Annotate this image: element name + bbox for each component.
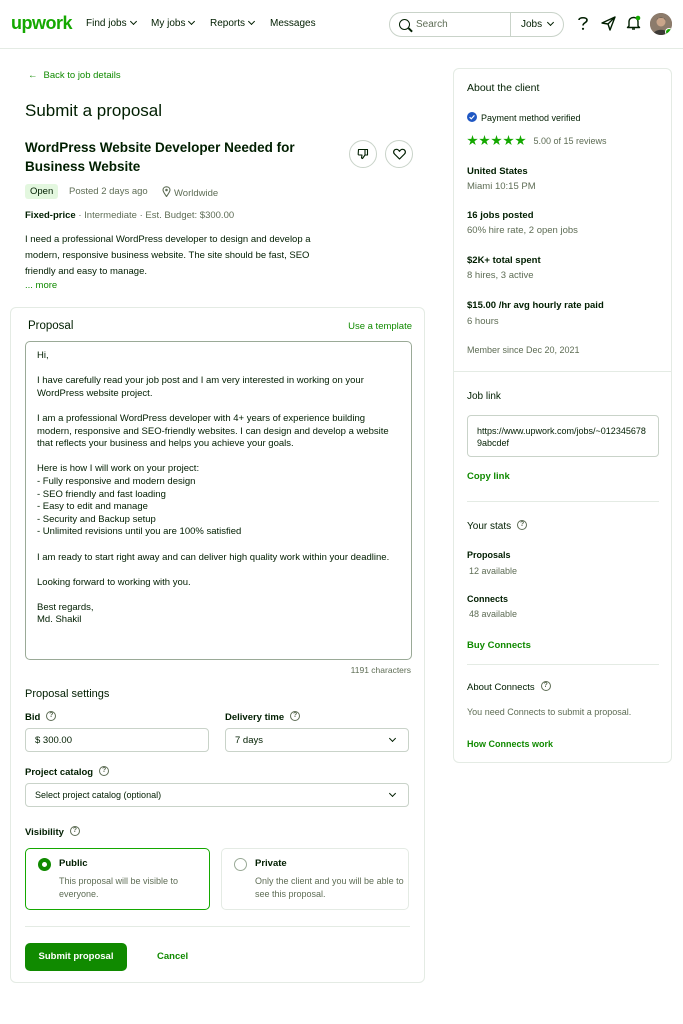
proposal-section-title: Proposal <box>28 320 74 332</box>
help-circle-icon[interactable]: ? <box>70 826 80 836</box>
connects-available: 48 available <box>469 609 518 619</box>
proposal-settings-title: Proposal settings <box>25 688 110 700</box>
client-jobs-posted: 16 jobs posted <box>467 210 534 221</box>
character-count: 1191 characters <box>350 665 411 675</box>
search-divider <box>510 13 511 36</box>
job-description: I need a professional WordPress developer to design and develop a modern, responsive business website. The site should be fast, SEO friendly and easy to manage. <box>25 234 311 277</box>
search-icon <box>399 19 410 30</box>
option-title: Public <box>59 858 88 869</box>
star-icon <box>479 135 490 146</box>
your-stats-title: Your stats ? <box>467 521 527 532</box>
notifications-button[interactable] <box>625 15 641 31</box>
star-icon <box>467 135 478 146</box>
divider <box>25 926 410 927</box>
client-rating <box>467 135 607 148</box>
buy-connects-link[interactable]: Buy Connects <box>467 640 531 651</box>
top-navigation-bar <box>0 0 683 49</box>
nav-reports[interactable]: Reports <box>210 18 254 29</box>
client-hire-rate: 60% hire rate, 2 open jobs <box>467 225 578 236</box>
save-job-button[interactable] <box>385 140 413 168</box>
cancel-button[interactable]: Cancel <box>157 951 189 962</box>
chevron-down-icon <box>248 18 255 25</box>
arrow-left-icon: ← <box>28 70 38 81</box>
client-hires: 8 hires, 3 active <box>467 270 534 281</box>
visibility-option-public[interactable] <box>25 848 210 910</box>
avatar[interactable] <box>650 13 672 35</box>
location-pin-icon <box>162 186 171 197</box>
project-catalog-label: Project catalog ? <box>25 767 109 778</box>
divider <box>467 664 659 665</box>
nav-find-jobs[interactable]: Find jobs <box>86 18 136 29</box>
star-icon <box>491 135 502 146</box>
help-circle-icon[interactable]: ? <box>99 766 109 776</box>
help-circle-icon[interactable]: ? <box>541 681 551 691</box>
heart-icon <box>393 148 406 160</box>
upwork-logo[interactable]: upwork <box>11 13 73 33</box>
member-since: Member since Dec 20, 2021 <box>467 345 580 355</box>
job-terms: Fixed-price · Intermediate · Est. Budget: $300.00 <box>25 210 235 221</box>
project-catalog-select[interactable]: Select project catalog (optional) <box>25 783 409 807</box>
option-description: Only the client and you will be able to see this proposal. <box>255 876 404 899</box>
chevron-down-icon <box>188 18 195 25</box>
help-button[interactable] <box>575 15 591 31</box>
client-total-spent: $2K+ total spent <box>467 255 541 266</box>
proposals-label: Proposals <box>467 550 511 560</box>
about-connects-text: You need Connects to submit a proposal. <box>467 707 632 717</box>
back-to-job-link[interactable]: ← Back to job details <box>28 70 121 81</box>
verified-check-icon <box>467 112 477 122</box>
visibility-option-private[interactable] <box>221 848 409 910</box>
client-country: United States <box>467 166 528 177</box>
bell-icon <box>626 15 641 31</box>
payment-verified: Payment method verified <box>467 112 581 123</box>
question-icon <box>576 15 590 31</box>
job-location: Worldwide <box>162 186 218 199</box>
job-link-field[interactable]: https://www.upwork.com/jobs/~0123456789abcdef <box>467 415 659 457</box>
page-title: Submit a proposal <box>25 101 163 120</box>
online-status-dot <box>665 28 672 35</box>
job-status-badge: Open <box>25 184 58 199</box>
paper-plane-icon <box>601 16 616 31</box>
thumbs-down-icon <box>357 148 369 160</box>
divider <box>467 501 659 502</box>
about-client-title: About the client <box>467 82 540 94</box>
proposals-available: 12 available <box>469 566 518 576</box>
job-posted-time: Posted 2 days ago <box>69 186 148 197</box>
bid-input[interactable]: $ 300.00 <box>25 728 209 752</box>
reviews-count: 5.00 of 15 reviews <box>533 136 607 146</box>
copy-link-button[interactable]: Copy link <box>467 471 510 482</box>
submit-proposal-button[interactable]: Submit proposal <box>25 943 127 971</box>
how-connects-work-link[interactable]: How Connects work <box>467 739 554 749</box>
chevron-down-icon <box>130 18 137 25</box>
nav-messages[interactable]: Messages <box>270 18 316 29</box>
bid-label: Bid ? <box>25 712 56 723</box>
option-title: Private <box>255 858 287 869</box>
search-bar[interactable] <box>389 12 564 37</box>
search-input[interactable]: Search <box>416 19 448 30</box>
show-more-link[interactable]: ... more <box>25 280 58 291</box>
chevron-down-icon <box>547 19 554 26</box>
client-city-time: Miami 10:15 PM <box>467 181 536 192</box>
about-connects-title: About Connects ? <box>467 682 551 693</box>
nav-my-jobs[interactable]: My jobs <box>151 18 194 29</box>
option-description: This proposal will be visible to everyone. <box>59 876 179 899</box>
radio-selected[interactable] <box>38 858 51 871</box>
delivery-time-label: Delivery time ? <box>225 712 300 723</box>
help-circle-icon[interactable]: ? <box>46 711 56 721</box>
help-circle-icon[interactable]: ? <box>517 520 527 530</box>
divider <box>454 371 671 372</box>
connects-label: Connects <box>467 594 509 604</box>
help-circle-icon[interactable]: ? <box>290 711 300 721</box>
visibility-label: Visibility ? <box>25 827 80 838</box>
client-hours: 6 hours <box>467 316 499 327</box>
job-title: WordPress Website Developer Needed for Business Website <box>25 140 295 174</box>
star-icon <box>503 135 514 146</box>
search-scope-select[interactable]: Jobs <box>521 19 543 30</box>
cover-letter-textarea[interactable]: Hi, I have carefully read your job post and I am very interested in working on your WordPress website project. I am a professional WordPress developer with 4+ years of experience building modern, responsive and SEO-friendly websites. I can design and develop a website that reflects your business and helps you achieve your goals. Here is how I will work on your project: - Fully responsive and modern design - SEO friendly and fast loading - Easy to edit and manage - Security and Backup setup - Unlimited revisions until you are 100% satisfied I am ready to start right away and can deliver high quality work within your deadline. Looking forward to working with you. Best regards, Md. Shakil <box>25 341 412 660</box>
job-link-title: Job link <box>467 391 501 402</box>
client-avg-rate: $15.00 /hr avg hourly rate paid <box>467 300 604 311</box>
star-icon <box>515 135 526 146</box>
radio-unselected[interactable] <box>234 858 247 871</box>
dislike-button[interactable] <box>349 140 377 168</box>
delivery-time-select[interactable]: 7 days <box>225 728 409 752</box>
use-template-link[interactable]: Use a template <box>348 321 412 332</box>
send-button[interactable] <box>600 15 616 31</box>
